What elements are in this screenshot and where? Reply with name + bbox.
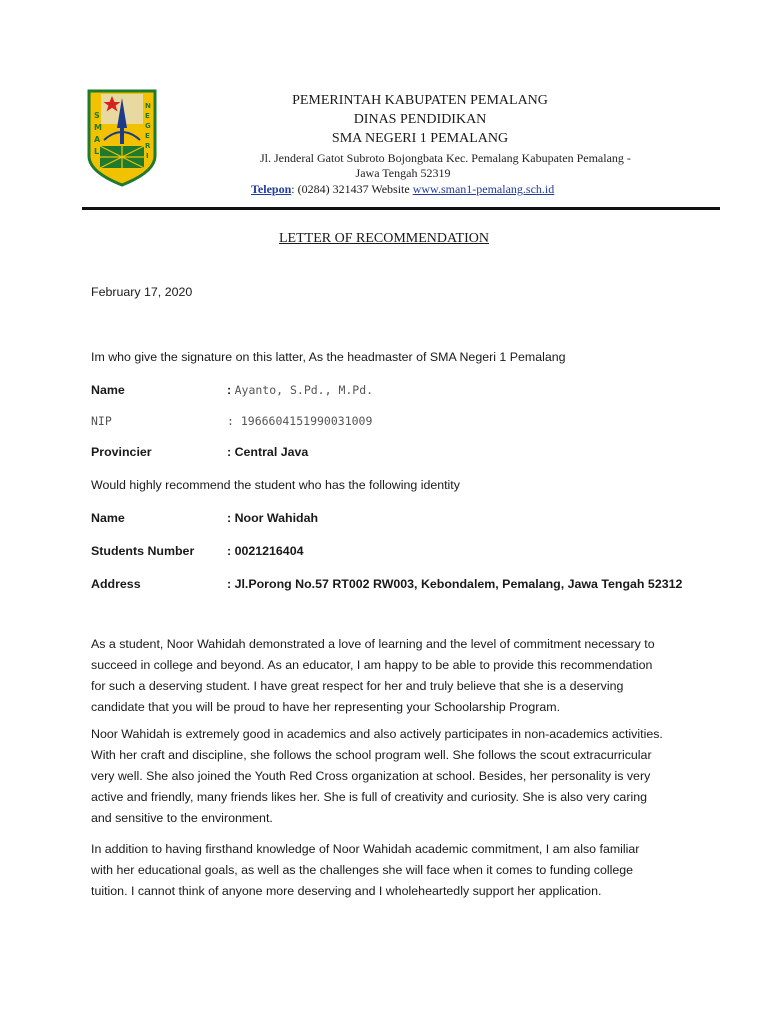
website-link[interactable]: www.sman1-pemalang.sch.id xyxy=(412,182,555,196)
letterhead-divider xyxy=(82,207,720,210)
paragraph-line: With her craft and discipline, she follows the school program well. She follows the scout extracurricular xyxy=(91,748,652,762)
letter-title: LETTER OF RECOMMENDATION xyxy=(279,231,489,246)
signer-province-value: : Central Java xyxy=(227,445,309,459)
svg-text:I: I xyxy=(146,152,149,160)
signer-name-field xyxy=(227,383,373,398)
student-name-label: Name xyxy=(91,511,125,525)
svg-text:R: R xyxy=(145,142,151,150)
svg-text:S: S xyxy=(94,111,100,120)
paragraph-1 xyxy=(91,634,676,718)
svg-text:E: E xyxy=(145,132,150,140)
svg-text:N: N xyxy=(145,102,151,110)
paragraph-line: very well. She also joined the Youth Red Cross organization at school. Besides, her personality is very xyxy=(91,769,651,783)
student-address-label: Address xyxy=(91,577,141,591)
svg-text:A: A xyxy=(94,135,101,144)
svg-text:M: M xyxy=(94,123,102,132)
svg-text:L: L xyxy=(94,147,100,156)
paragraph-line: Noor Wahidah is extremely good in academics and also actively participates in non-academics activities. xyxy=(91,727,663,741)
signer-nip-value: : 196660415199003100​9 xyxy=(227,414,373,428)
paragraph-line: with her educational goals, as well as the challenges she will face when it comes to funding college xyxy=(91,863,634,877)
svg-text:G: G xyxy=(145,122,151,130)
paragraph-line: succeed in college and beyond. As an educator, I am happy to be able to provide this recommendation xyxy=(91,658,653,672)
address-line-2: Jawa Tengah 52319 xyxy=(355,166,451,180)
paragraph-line: for such a deserving student. I have great respect for her and truly believe that she is a deserving xyxy=(91,679,624,693)
phone-label: Telepon xyxy=(251,182,292,196)
paragraph-line: In addition to having firsthand knowledge of Noor Wahidah academic commitment, I am also familiar xyxy=(91,842,640,856)
svg-text:E: E xyxy=(145,112,150,120)
recommend-text: Would highly recommend the student who has the following identity xyxy=(91,478,460,492)
signer-name-colon: : xyxy=(227,383,232,397)
phone-text: : (0284) 321437 Website xyxy=(291,182,413,196)
org-name-line-3: SMA NEGERI 1 PEMALANG xyxy=(331,131,509,146)
student-number-label: Students Number xyxy=(91,544,195,558)
paragraph-line: candidate that you will be proud to have her representing your Schoolarship Program. xyxy=(91,700,561,714)
org-name-line-2: DINAS PENDIDIKAN xyxy=(353,112,487,127)
contact-line xyxy=(251,182,554,197)
paragraph-line: tuition. I cannot think of anyone more deserving and I wholeheartedly support her application. xyxy=(91,884,602,898)
paragraph-line: As a student, Noor Wahidah demonstrated a love of learning and the level of commitment necessary to xyxy=(91,637,655,651)
student-number-value: : 0021216404 xyxy=(227,544,304,558)
paragraph-line: active and friendly, many friends likes her. She is full of creativity and curiosity. She is also very caring xyxy=(91,790,647,804)
paragraph-3 xyxy=(91,839,676,902)
paragraph-2 xyxy=(91,724,676,829)
intro-text: Im who give the signature on this latter, As the headmaster of SMA Negeri 1 Pemalang xyxy=(91,350,566,364)
address-line-1: Jl. Jenderal Gatot Subroto Bojongbata Kec. Pemalang Kabupaten Pemalang - xyxy=(260,151,631,165)
school-logo xyxy=(86,88,158,188)
letter-date: February 17, 2020 xyxy=(91,285,193,299)
org-name-line-1: PEMERINTAH KABUPATEN PEMALANG xyxy=(292,93,548,108)
signer-name-value: Ayanto, S.Pd., M.Pd. xyxy=(234,383,374,397)
signer-name-label: Name xyxy=(91,383,125,397)
signer-nip-label: NIP xyxy=(91,414,112,428)
student-name-value: : Noor Wahidah xyxy=(227,511,319,525)
paragraph-line: and sensitive to the environment. xyxy=(91,811,273,825)
student-address-value: : Jl.Porong No.57 RT002 RW003, Kebondalem, Pemalang, Jawa Tengah 52312 xyxy=(227,577,683,591)
signer-province-label: Provincier xyxy=(91,445,152,459)
